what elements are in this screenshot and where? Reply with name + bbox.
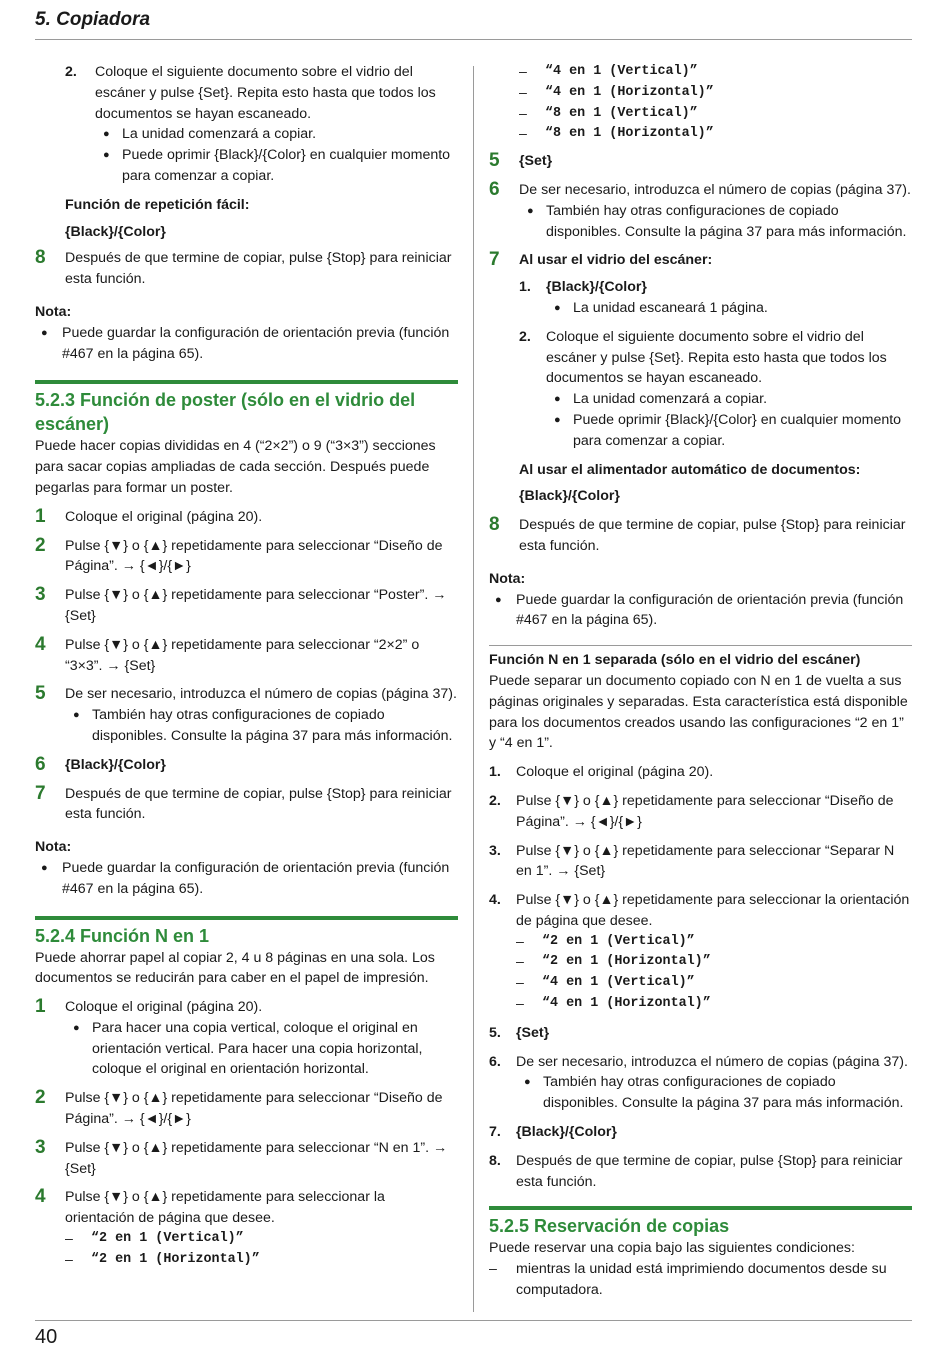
poster-step-3: 3 Pulse {▼} o {▲} repetidamente para seleccionar “Poster”. → {Set} — [35, 584, 447, 624]
left-column — [35, 62, 458, 1279]
sep-step-8: 8. Después de que termine de copiar, pulse {Stop} para reiniciar esta función. — [489, 1152, 903, 1190]
poster-step-7: 7 Después de que termine de copiar, pulse {Stop} para reiniciar esta función. — [35, 782, 452, 823]
option-item: – “2 en 1 (Vertical)” — [65, 1231, 244, 1248]
bullet-item: ● Para hacer una copia vertical, coloque el original en orientación vertical. Para hacer una copia horizontal, coloque el original en orientación horizontal. — [73, 1019, 423, 1078]
nin1-step-6: 6 De ser necesario, introduzca el número de copias (página 37). ● También hay otras configuraciones de copiado disponibles. Consulte la página 37 para más información. — [489, 180, 912, 242]
section-title-523: 5.2.3 Función de poster (sólo en el vidrio del escáner) — [35, 390, 416, 435]
sep-step-3: 3. Pulse {▼} o {▲} repetidamente para seleccionar “Separar N en 1”. → {Set} — [489, 842, 895, 880]
bullet-item: ● También hay otras configuraciones de copiado disponibles. Consulte la página 37 para más información. — [73, 707, 453, 744]
section-rule — [35, 916, 458, 920]
bullet-item: ● También hay otras configuraciones de copiado disponibles. Consulte la página 37 para más información. — [527, 202, 907, 240]
substep-1: 1. {Black}/{Color} ● La unidad escaneará 1 página. — [519, 277, 912, 319]
option-item: – “2 en 1 (Horizontal)” — [516, 954, 711, 971]
nota-label: Nota: — [35, 839, 72, 856]
section-rule — [35, 380, 458, 384]
substep-2: 2. Coloque el siguiente documento sobre el vidrio del escáner y pulse {Set}. Repita esto hasta que todos los documentos se hayan escaneado. ● La unidad comenzará a copiar. ● Puede oprimir {Black}/{Color} en cualquier momento para comenzar a copiar. — [519, 327, 912, 452]
easy-repeat-keys: {Black}/{Color} — [65, 223, 166, 240]
section-intro-523: Puede hacer copias divididas en 4 (“2×2”) o 9 (“3×3”) secciones para sacar copias ampliadas de cada sección. Después puede pegarlas para formar un poster. — [35, 438, 436, 496]
poster-step-5: 5 De ser necesario, introduzca el número de copias (página 37). ● También hay otras configuraciones de copiado disponibles. Consulte la página 37 para más información. — [35, 684, 458, 746]
subsection-rule — [489, 645, 912, 646]
option-item: – “2 en 1 (Horizontal)” — [65, 1251, 260, 1268]
bullet-item: ● Puede oprimir {Black}/{Color} en cualquier momento para comenzar a copiar. — [554, 411, 902, 449]
nota-label: Nota: — [35, 303, 72, 320]
options-continued — [519, 62, 912, 145]
bullet-item: ● Puede oprimir {Black}/{Color} en cualquier momento para comenzar a copiar. — [103, 147, 451, 184]
nin1-step-4: 4 Pulse {▼} o {▲} repetidamente para seleccionar la orientación de página que desee. – “2 en 1 (Vertical)” – “2 en 1 (Horizontal)” — [35, 1187, 458, 1270]
nin1-step-8: 8 Después de que termine de copiar, pulse {Stop} para reiniciar esta función. — [489, 514, 906, 554]
nota-text: ● Puede guardar la configuración de orientación previa (función #467 en la página 65). — [495, 591, 904, 629]
bullet-item: ● La unidad comenzará a copiar. — [103, 126, 317, 143]
bullet-item: ● La unidad comenzará a copiar. — [554, 391, 768, 408]
nin1-step-7: 7 Al usar el vidrio del escáner: 1. {Black}/{Color} ● La unidad escaneará 1 página. 2. Coloque el siguiente documento sobre el vidrio del escáner y pulse {Set}. Repita esto hasta que todos los documentos se hayan escaneado. ● La unidad comenzará a copiar. ● Puede oprimir {Black}/{Color} en cualquier momento para comenzar a copiar. Al usar el alimentador automático de documentos: {Black}/{Color} — [489, 250, 912, 507]
option-item: – “8 en 1 (Vertical)” — [519, 105, 698, 122]
section-intro-525: Puede reservar una copia bajo las siguientes condiciones: — [489, 1240, 855, 1257]
option-item: – “8 en 1 (Horizontal)” — [519, 126, 714, 143]
step-2-scanner: 2. Coloque el siguiente documento sobre el vidrio del escáner y pulse {Set}. Repita esto hasta que todos los documentos se hayan escaneado. ● La unidad comenzará a copiar. ● Puede oprimir {Black}/{Color} en cualquier momento para comenzar a copiar. — [65, 62, 458, 187]
footer-divider — [35, 1320, 912, 1321]
nota-text: ● Puede guardar la configuración de orientación previa (función #467 en la página 65). — [41, 859, 450, 897]
step-8: 8 Después de que termine de copiar, pulse {Stop} para reiniciar esta función. — [35, 247, 452, 288]
sep-step-4: 4. Pulse {▼} o {▲} repetidamente para seleccionar la orientación de página que desee. – “2 en 1 (Vertical)” – “2 en 1 (Horizontal)” – “4 en 1 (Vertical)” – “4 en 1 (Horizontal)” — [489, 890, 912, 1015]
easy-repeat-title: Función de repetición fácil: — [65, 196, 250, 213]
nin1-step-3: 3 Pulse {▼} o {▲} repetidamente para seleccionar “N en 1”. → {Set} — [35, 1136, 448, 1177]
right-column — [489, 62, 912, 1301]
header-divider — [35, 39, 912, 40]
poster-step-4: 4 Pulse {▼} o {▲} repetidamente para seleccionar “2×2” o “3×3”. → {Set} — [35, 633, 420, 674]
poster-step-1: 1 Coloque el original (página 20). — [35, 505, 263, 527]
column-divider — [473, 66, 474, 1312]
nin1-step-2: 2 Pulse {▼} o {▲} repetidamente para seleccionar “Diseño de Página”. → {◄}/{►} — [35, 1087, 443, 1128]
bullet-item: ● La unidad escaneará 1 página. — [554, 299, 768, 316]
step-text: Coloque el siguiente documento sobre el vidrio del escáner y pulse {Set}. Repita esto hasta que todos los documentos se hayan escaneado. — [95, 64, 436, 122]
section-rule — [489, 1206, 912, 1210]
nin1-step-1: 1 Coloque el original (página 20). ● Para hacer una copia vertical, coloque el original en orientación vertical. Para hacer una copia horizontal, coloque el original en orientación horizontal. — [35, 997, 458, 1080]
section-title-524: 5.2.4 Función N en 1 — [35, 925, 210, 946]
sep-step-6: 6. De ser necesario, introduzca el número de copias (página 37). ● También hay otras configuraciones de copiado disponibles. Consulte la página 37 para más información. — [489, 1052, 912, 1114]
nin1-step-5: 5 {Set} — [489, 150, 553, 172]
poster-step-2: 2 Pulse {▼} o {▲} repetidamente para seleccionar “Diseño de Página”. → {◄}/{►} — [35, 534, 443, 575]
nota-text: ● Puede guardar la configuración de orientación previa (función #467 en la página 65). — [41, 324, 450, 362]
option-item: – “4 en 1 (Vertical)” — [516, 975, 695, 992]
option-item: – “4 en 1 (Horizontal)” — [516, 996, 711, 1013]
option-item: – “4 en 1 (Vertical)” — [519, 64, 698, 80]
separate-title: Función N en 1 separada (sólo en el vidrio del escáner) — [489, 652, 861, 669]
sep-step-1: 1. Coloque el original (página 20). — [489, 764, 714, 781]
separate-intro: Puede separar un documento copiado con N en 1 de vuelta a sus páginas originales y separadas. Esta característica está disponible para los documentos creados usando las configuraciones “2 en 1” y “4 en 1”. — [489, 672, 908, 752]
option-item: – “2 en 1 (Vertical)” — [516, 933, 695, 950]
sep-step-7: 7. {Black}/{Color} — [489, 1124, 617, 1141]
sep-step-2: 2. Pulse {▼} o {▲} repetidamente para seleccionar “Diseño de Página”. → {◄}/{►} — [489, 792, 894, 830]
condition-item: – mientras la unidad está imprimiendo documentos desde su computadora. — [489, 1261, 887, 1299]
poster-step-6: 6 {Black}/{Color} — [35, 753, 166, 775]
option-item: – “4 en 1 (Horizontal)” — [519, 84, 714, 101]
chapter-header: 5. Copiadora — [35, 9, 151, 30]
section-intro-524: Puede ahorrar papel al copiar 2, 4 u 8 páginas en una sola. Los documentos se reducirán para caber en el papel de impresión. — [35, 949, 435, 987]
sep-step-5: 5. {Set} — [489, 1024, 550, 1041]
bullet-item: ● También hay otras configuraciones de copiado disponibles. Consulte la página 37 para más información. — [524, 1074, 904, 1112]
nota-label: Nota: — [489, 570, 526, 587]
section-title-525: 5.2.5 Reservación de copias — [489, 1216, 730, 1237]
page-number: 40 — [35, 1326, 58, 1348]
